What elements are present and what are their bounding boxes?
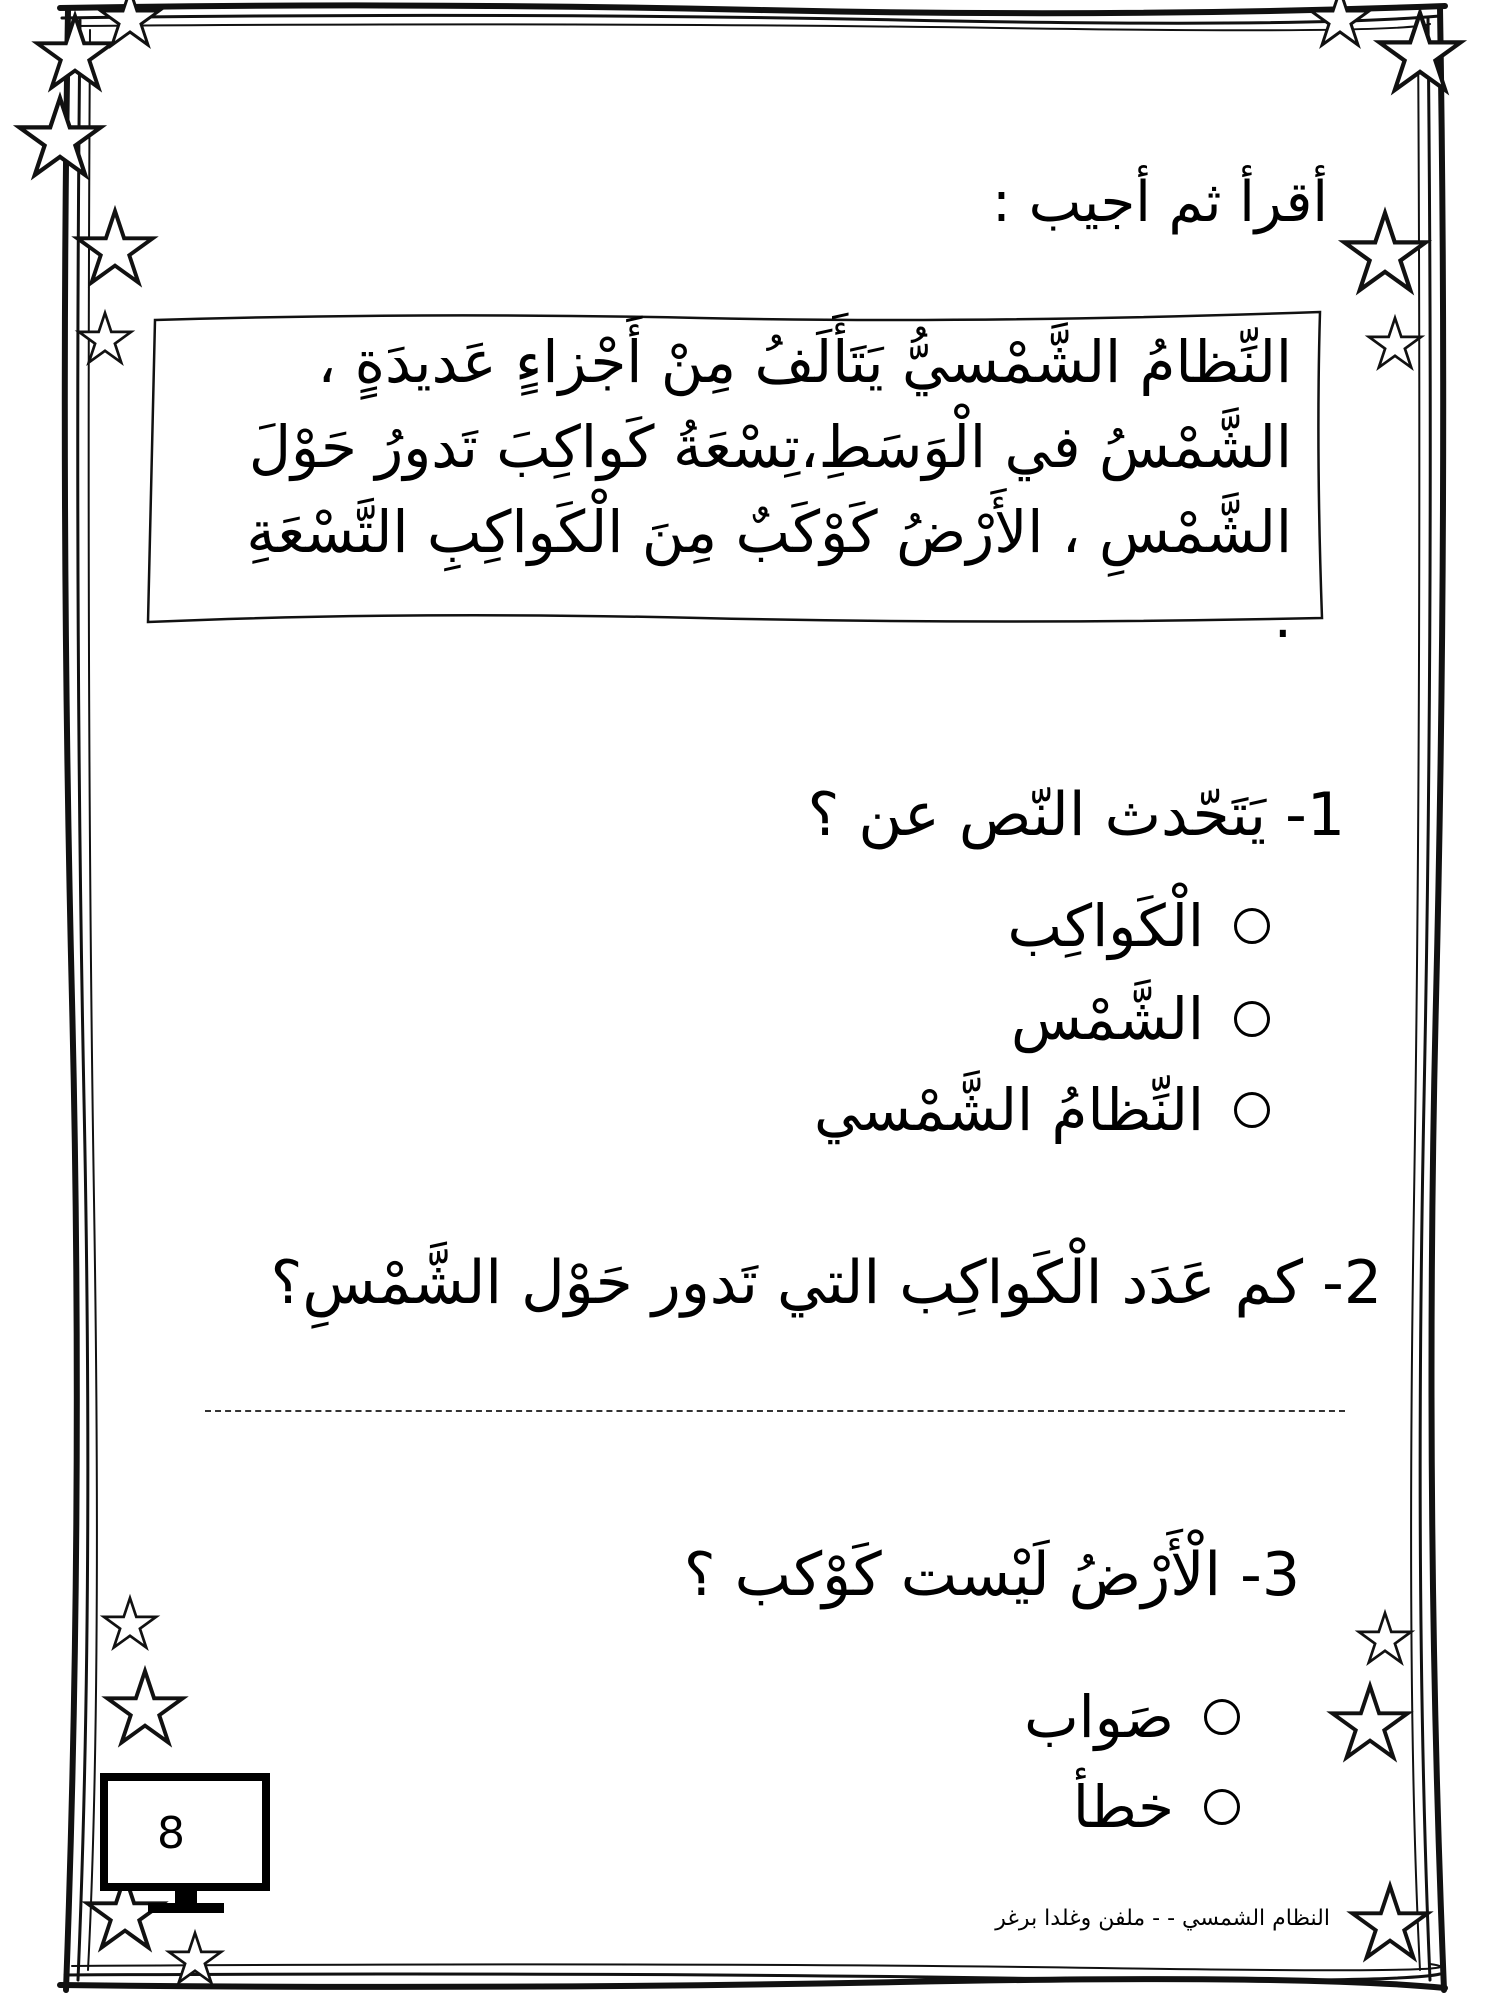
question-3-option-true[interactable] — [1024, 1683, 1240, 1751]
option-label: صَواب — [1024, 1683, 1174, 1751]
radio-circle-icon[interactable] — [1204, 1699, 1240, 1735]
question-3: 3- الْأَرْضُ لَيْست كَوْكب ؟ — [683, 1540, 1300, 1610]
star-icon — [1369, 318, 1421, 368]
question-1-option-2[interactable] — [1011, 985, 1270, 1053]
radio-circle-icon[interactable] — [1234, 1001, 1270, 1037]
star-icon — [104, 1598, 156, 1648]
star-icon — [1359, 1613, 1411, 1663]
question-3-option-false[interactable] — [1073, 1773, 1240, 1841]
question-1-option-3[interactable] — [814, 1076, 1270, 1144]
footer-credit: النظام الشمسي - - ملفن وغلدا برغر — [995, 1906, 1330, 1931]
page-number: 8 — [157, 1808, 185, 1859]
star-icon — [1332, 1686, 1407, 1758]
option-label: الْكَواكِب — [1007, 892, 1204, 960]
instruction-heading: أقرأ ثم أجيب : — [992, 170, 1328, 235]
question-1-option-1[interactable] — [1008, 892, 1270, 960]
radio-circle-icon[interactable] — [1234, 908, 1270, 944]
radio-circle-icon[interactable] — [1204, 1789, 1240, 1825]
radio-circle-icon[interactable] — [1234, 1092, 1270, 1128]
star-icon — [107, 1671, 182, 1743]
option-label: خطأ — [1072, 1773, 1174, 1841]
star-icon — [79, 313, 131, 363]
reading-passage: النِّظامُ الشَّمْسيُّ يَتَأَلَفُ مِنْ أَجْزاءٍ عَديدَةٍ ، الشَّمْسُ في الْوَسَطِ،تِسْعَةُ كَواكِبَ تَدورُ حَوْلَ الشَّمْسِ ، الأَرْضُ كَوْكَبٌ مِنَ الْكَواكِبِ التَّسْعَةِ . — [246, 328, 1292, 651]
star-icon — [1344, 213, 1425, 290]
star-icon — [1379, 13, 1460, 90]
option-label: الشَّمْس — [1010, 985, 1204, 1053]
question-1: 1- يَتَحّدث النّص عن ؟ — [807, 780, 1345, 850]
answer-line[interactable] — [205, 1410, 1345, 1412]
option-label: النِّظامُ الشَّمْسي — [813, 1076, 1204, 1144]
question-2: 2- كم عَدَد الْكَواكِب التي تَدور حَوْل الشَّمْسِ؟ — [270, 1248, 1382, 1318]
